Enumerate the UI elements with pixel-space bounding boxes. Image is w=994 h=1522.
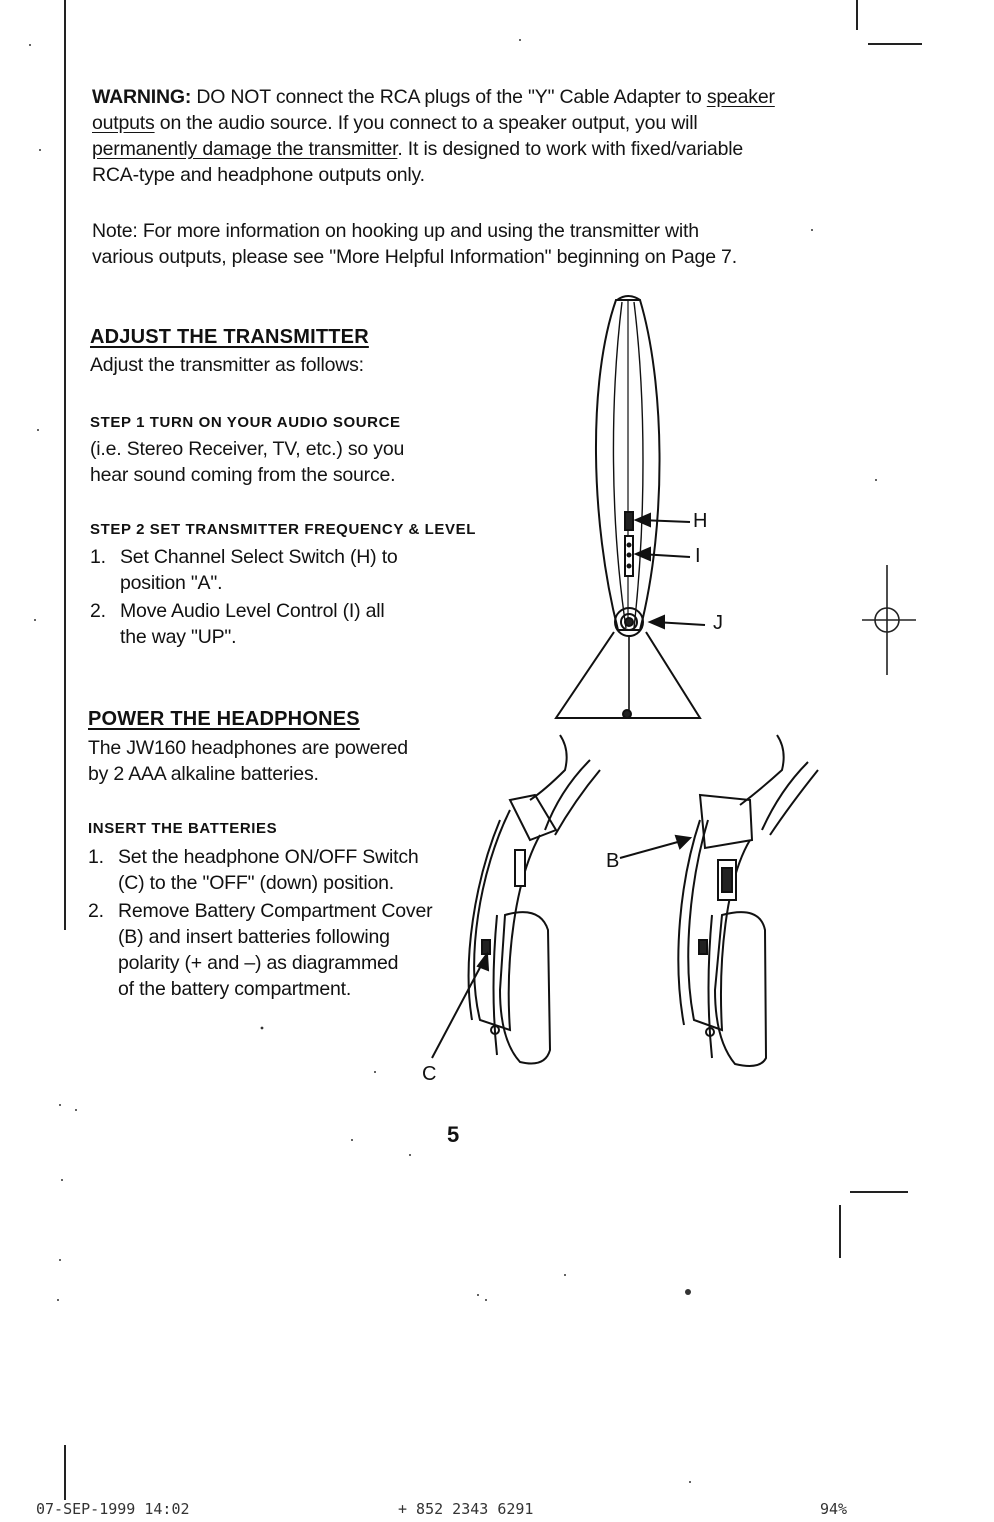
list-text: Move Audio Level Control (I) all: [120, 600, 385, 622]
callout-b: B: [606, 850, 620, 872]
warning-text-2b: on the audio source. If you connect to a speaker output, you will: [154, 112, 698, 134]
list-text-cont: polarity (+ and –) as diagrammed: [118, 952, 399, 974]
adjust-intro: Adjust the transmitter as follows:: [90, 354, 364, 376]
callout-j: J: [713, 612, 723, 634]
list-text: Set the headphone ON/OFF Switch: [118, 846, 419, 868]
list-number: 2.: [88, 900, 104, 922]
headphone-right-illustration: [678, 735, 818, 1066]
step-2-title: STEP 2 SET TRANSMITTER FREQUENCY & LEVEL: [90, 521, 476, 538]
page-number: 5: [447, 1122, 460, 1147]
list-text-cont: of the battery compartment.: [118, 978, 352, 1000]
step-1-line-2: hear sound coming from the source.: [90, 464, 396, 486]
warning-text-1-underlined: speaker: [706, 86, 775, 108]
power-heading: POWER THE HEADPHONES: [88, 708, 360, 730]
warning-text-1a: DO NOT connect the RCA plugs of the "Y" Cable Adapter to: [196, 86, 707, 108]
callout-c: C: [422, 1063, 437, 1085]
step-2-item-1: [90, 544, 398, 596]
registration-mark: [862, 565, 916, 675]
list-text-cont: the way "UP".: [120, 626, 237, 648]
footer-phone: + 852 2343 6291: [398, 1500, 534, 1518]
batteries-item-1: [88, 844, 419, 896]
adjust-heading: ADJUST THE TRANSMITTER: [90, 326, 369, 348]
warning-label: WARNING:: [92, 86, 192, 108]
power-line-1: The JW160 headphones are powered: [88, 737, 408, 759]
power-line-2: by 2 AAA alkaline batteries.: [88, 763, 319, 785]
warning-text-3-underlined: permanently damage the transmitter: [92, 138, 398, 160]
callout-h: H: [693, 510, 708, 532]
warning-text-2-underlined: outputs: [92, 112, 155, 134]
warning-text-3b: . It is designed to work with fixed/variable: [397, 138, 743, 160]
step-1-line-1: (i.e. Stereo Receiver, TV, etc.) so you: [90, 438, 405, 460]
note-line-2: various outputs, please see "More Helpful Information" beginning on Page 7.: [92, 246, 737, 268]
warning-line-4: RCA-type and headphone outputs only.: [92, 164, 425, 186]
list-text-cont: (B) and insert batteries following: [118, 926, 390, 948]
batteries-item-2: [88, 898, 432, 1002]
warning-line-2: [92, 110, 697, 136]
transmitter-illustration: [556, 296, 700, 718]
headphone-left-illustration: [469, 735, 600, 1064]
footer-datetime: 07-SEP-1999 14:02: [36, 1500, 190, 1518]
footer-percent: 94%: [820, 1500, 848, 1518]
list-number: 1.: [88, 846, 104, 868]
note-line-1: Note: For more information on hooking up and using the transmitter with: [92, 220, 699, 242]
warning-line-3: [92, 136, 743, 162]
step-1-title: STEP 1 TURN ON YOUR AUDIO SOURCE: [90, 414, 401, 431]
list-text: Remove Battery Compartment Cover: [118, 900, 433, 922]
list-text-cont: (C) to the "OFF" (down) position.: [118, 872, 394, 894]
list-text-cont: position "A".: [120, 572, 223, 594]
list-number: 2.: [90, 600, 106, 622]
list-number: 1.: [90, 546, 106, 568]
callout-i: I: [695, 545, 701, 567]
list-text: Set Channel Select Switch (H) to: [120, 546, 398, 568]
step-2-item-2: [90, 598, 385, 650]
insert-batteries-title: INSERT THE BATTERIES: [88, 820, 278, 837]
warning-line-1: [92, 84, 775, 110]
